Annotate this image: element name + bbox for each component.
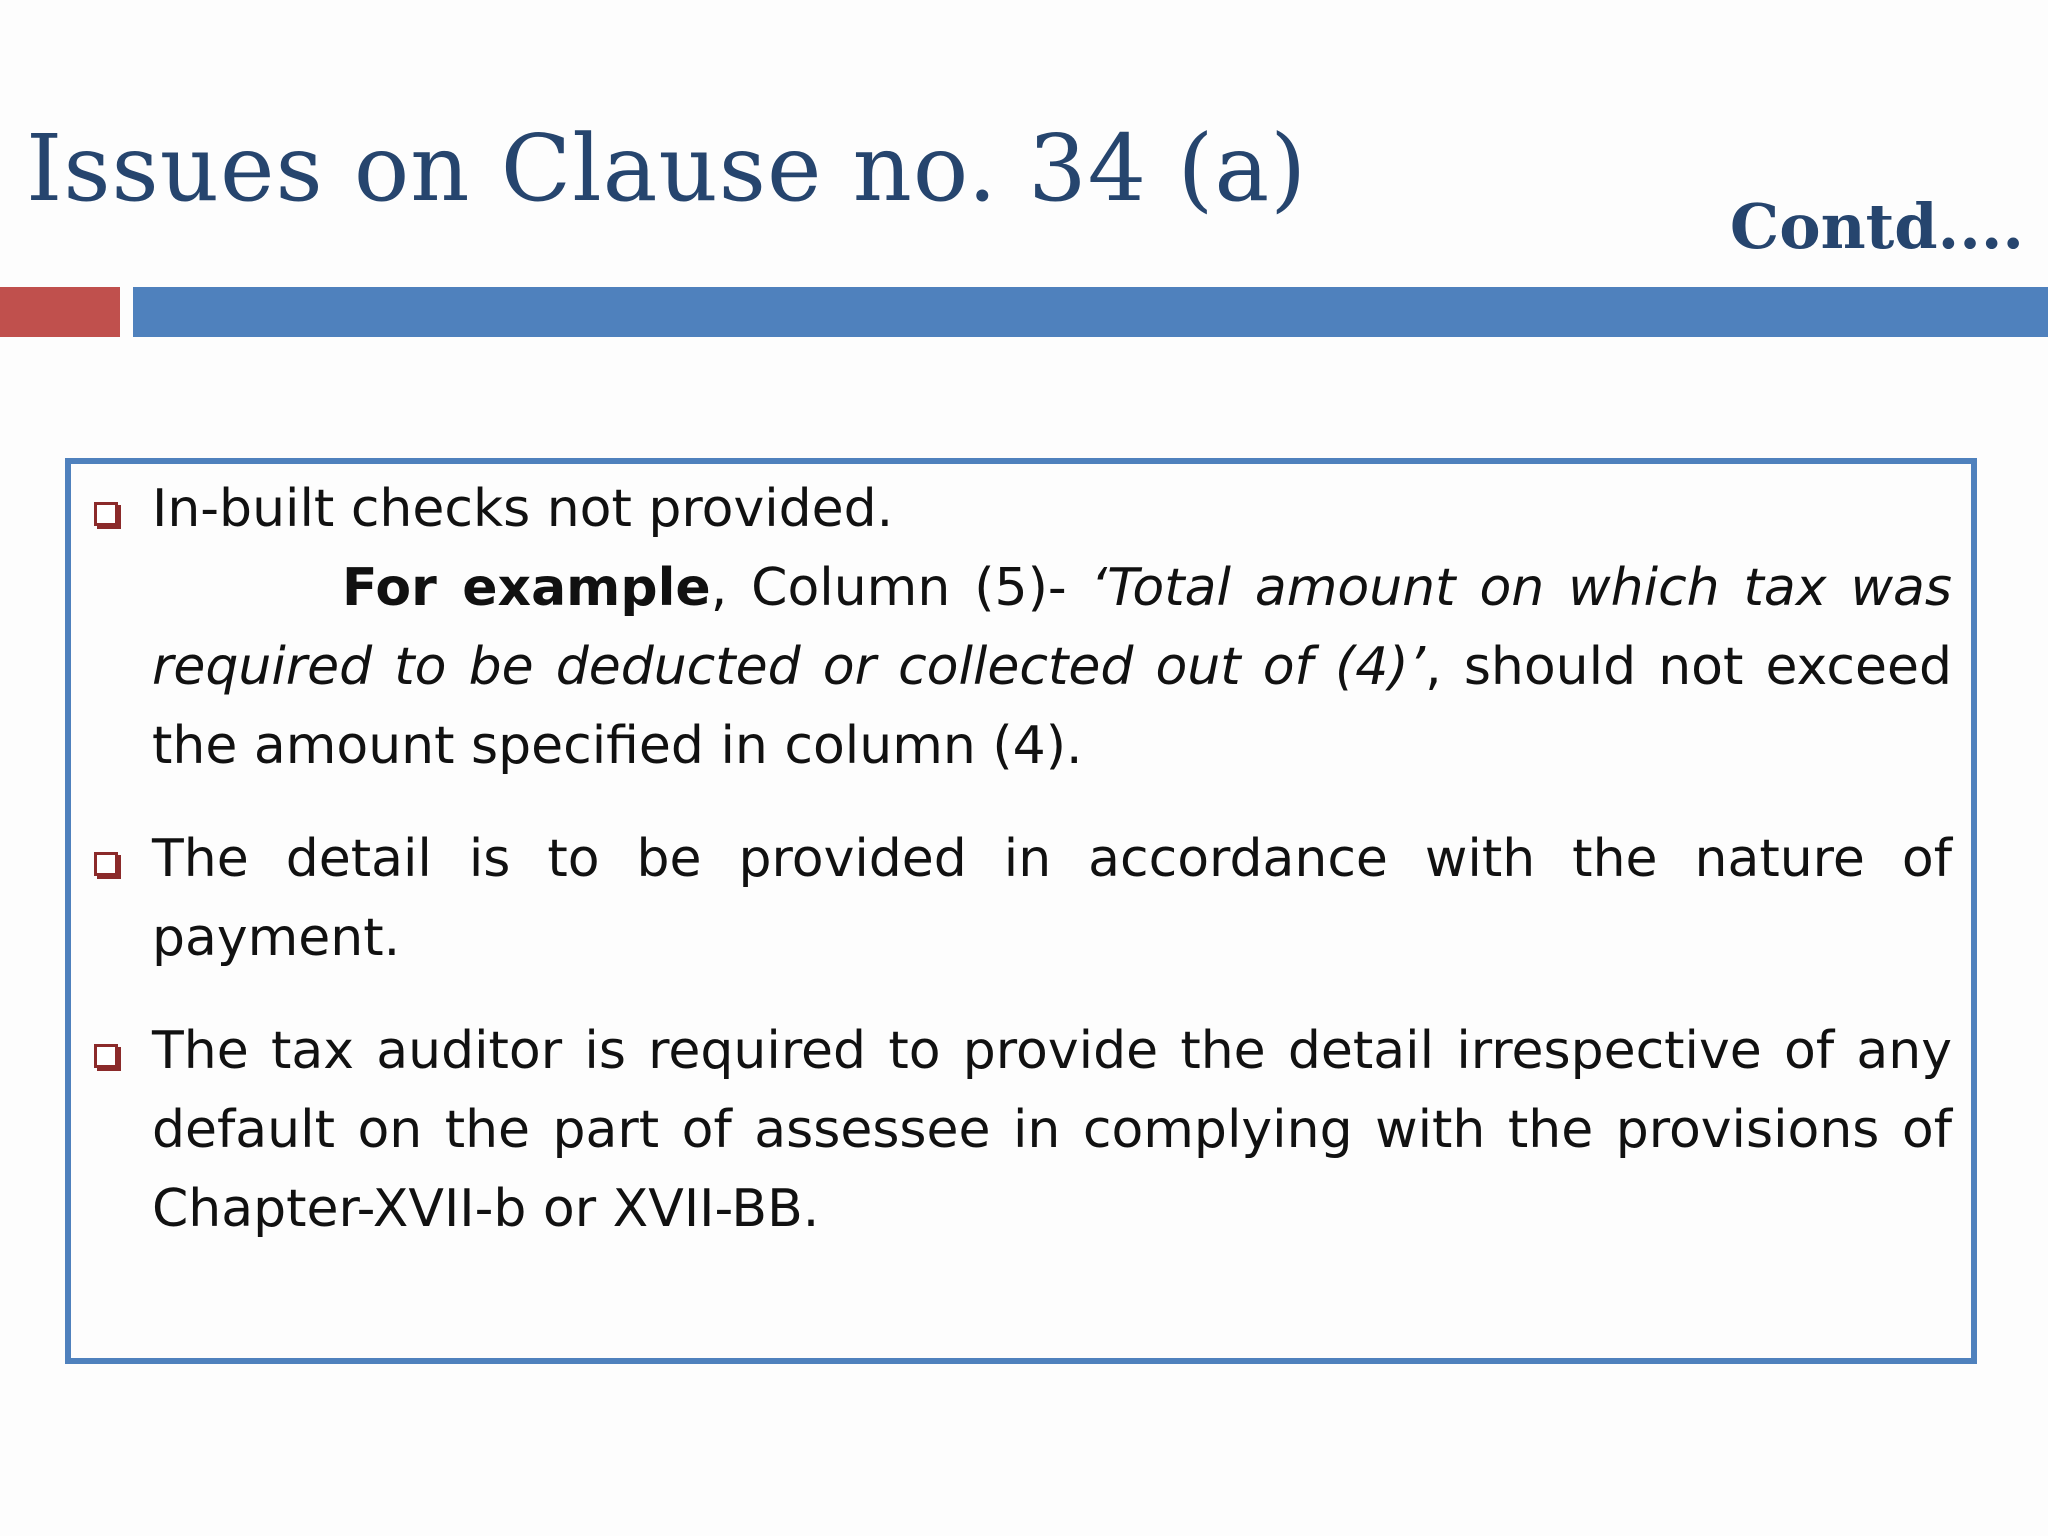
- slide-title: Issues on Clause no. 34 (a): [26, 115, 1308, 222]
- bullet-item-nature-of-payment: [80, 820, 1960, 978]
- square-bullet-icon: [94, 852, 118, 876]
- square-bullet-icon: [94, 1044, 118, 1068]
- title-accent-bar-red: [0, 287, 120, 337]
- bullet-text: The tax auditor is required to provide the detail irrespective of any default on the part of assessee in complying with the provisions of Chapter-XVII-b or XVII-BB.: [152, 1021, 1952, 1239]
- example-quote: ‘Total amount on which tax was required to be deducted or collected out of (4)’: [152, 558, 1952, 697]
- example-paragraph: [152, 549, 1952, 786]
- square-bullet-icon: [94, 502, 118, 526]
- contd-label: Contd....: [1729, 190, 2024, 263]
- bullet-list: [80, 470, 1960, 1249]
- example-tail: , should not exceed the amount specified in column (4).: [152, 637, 1952, 776]
- bullet-item-tax-auditor: [80, 1012, 1960, 1249]
- bullet-text: The detail is to be provided in accordance with the nature of payment.: [152, 829, 1952, 968]
- bullet-text: In-built checks not provided.: [152, 479, 894, 539]
- title-accent-bar-blue: [133, 287, 2048, 337]
- example-label: For example: [342, 558, 711, 618]
- example-separator: , Column (5)-: [710, 558, 1091, 618]
- bullet-item-inbuilt-checks: [80, 470, 1960, 786]
